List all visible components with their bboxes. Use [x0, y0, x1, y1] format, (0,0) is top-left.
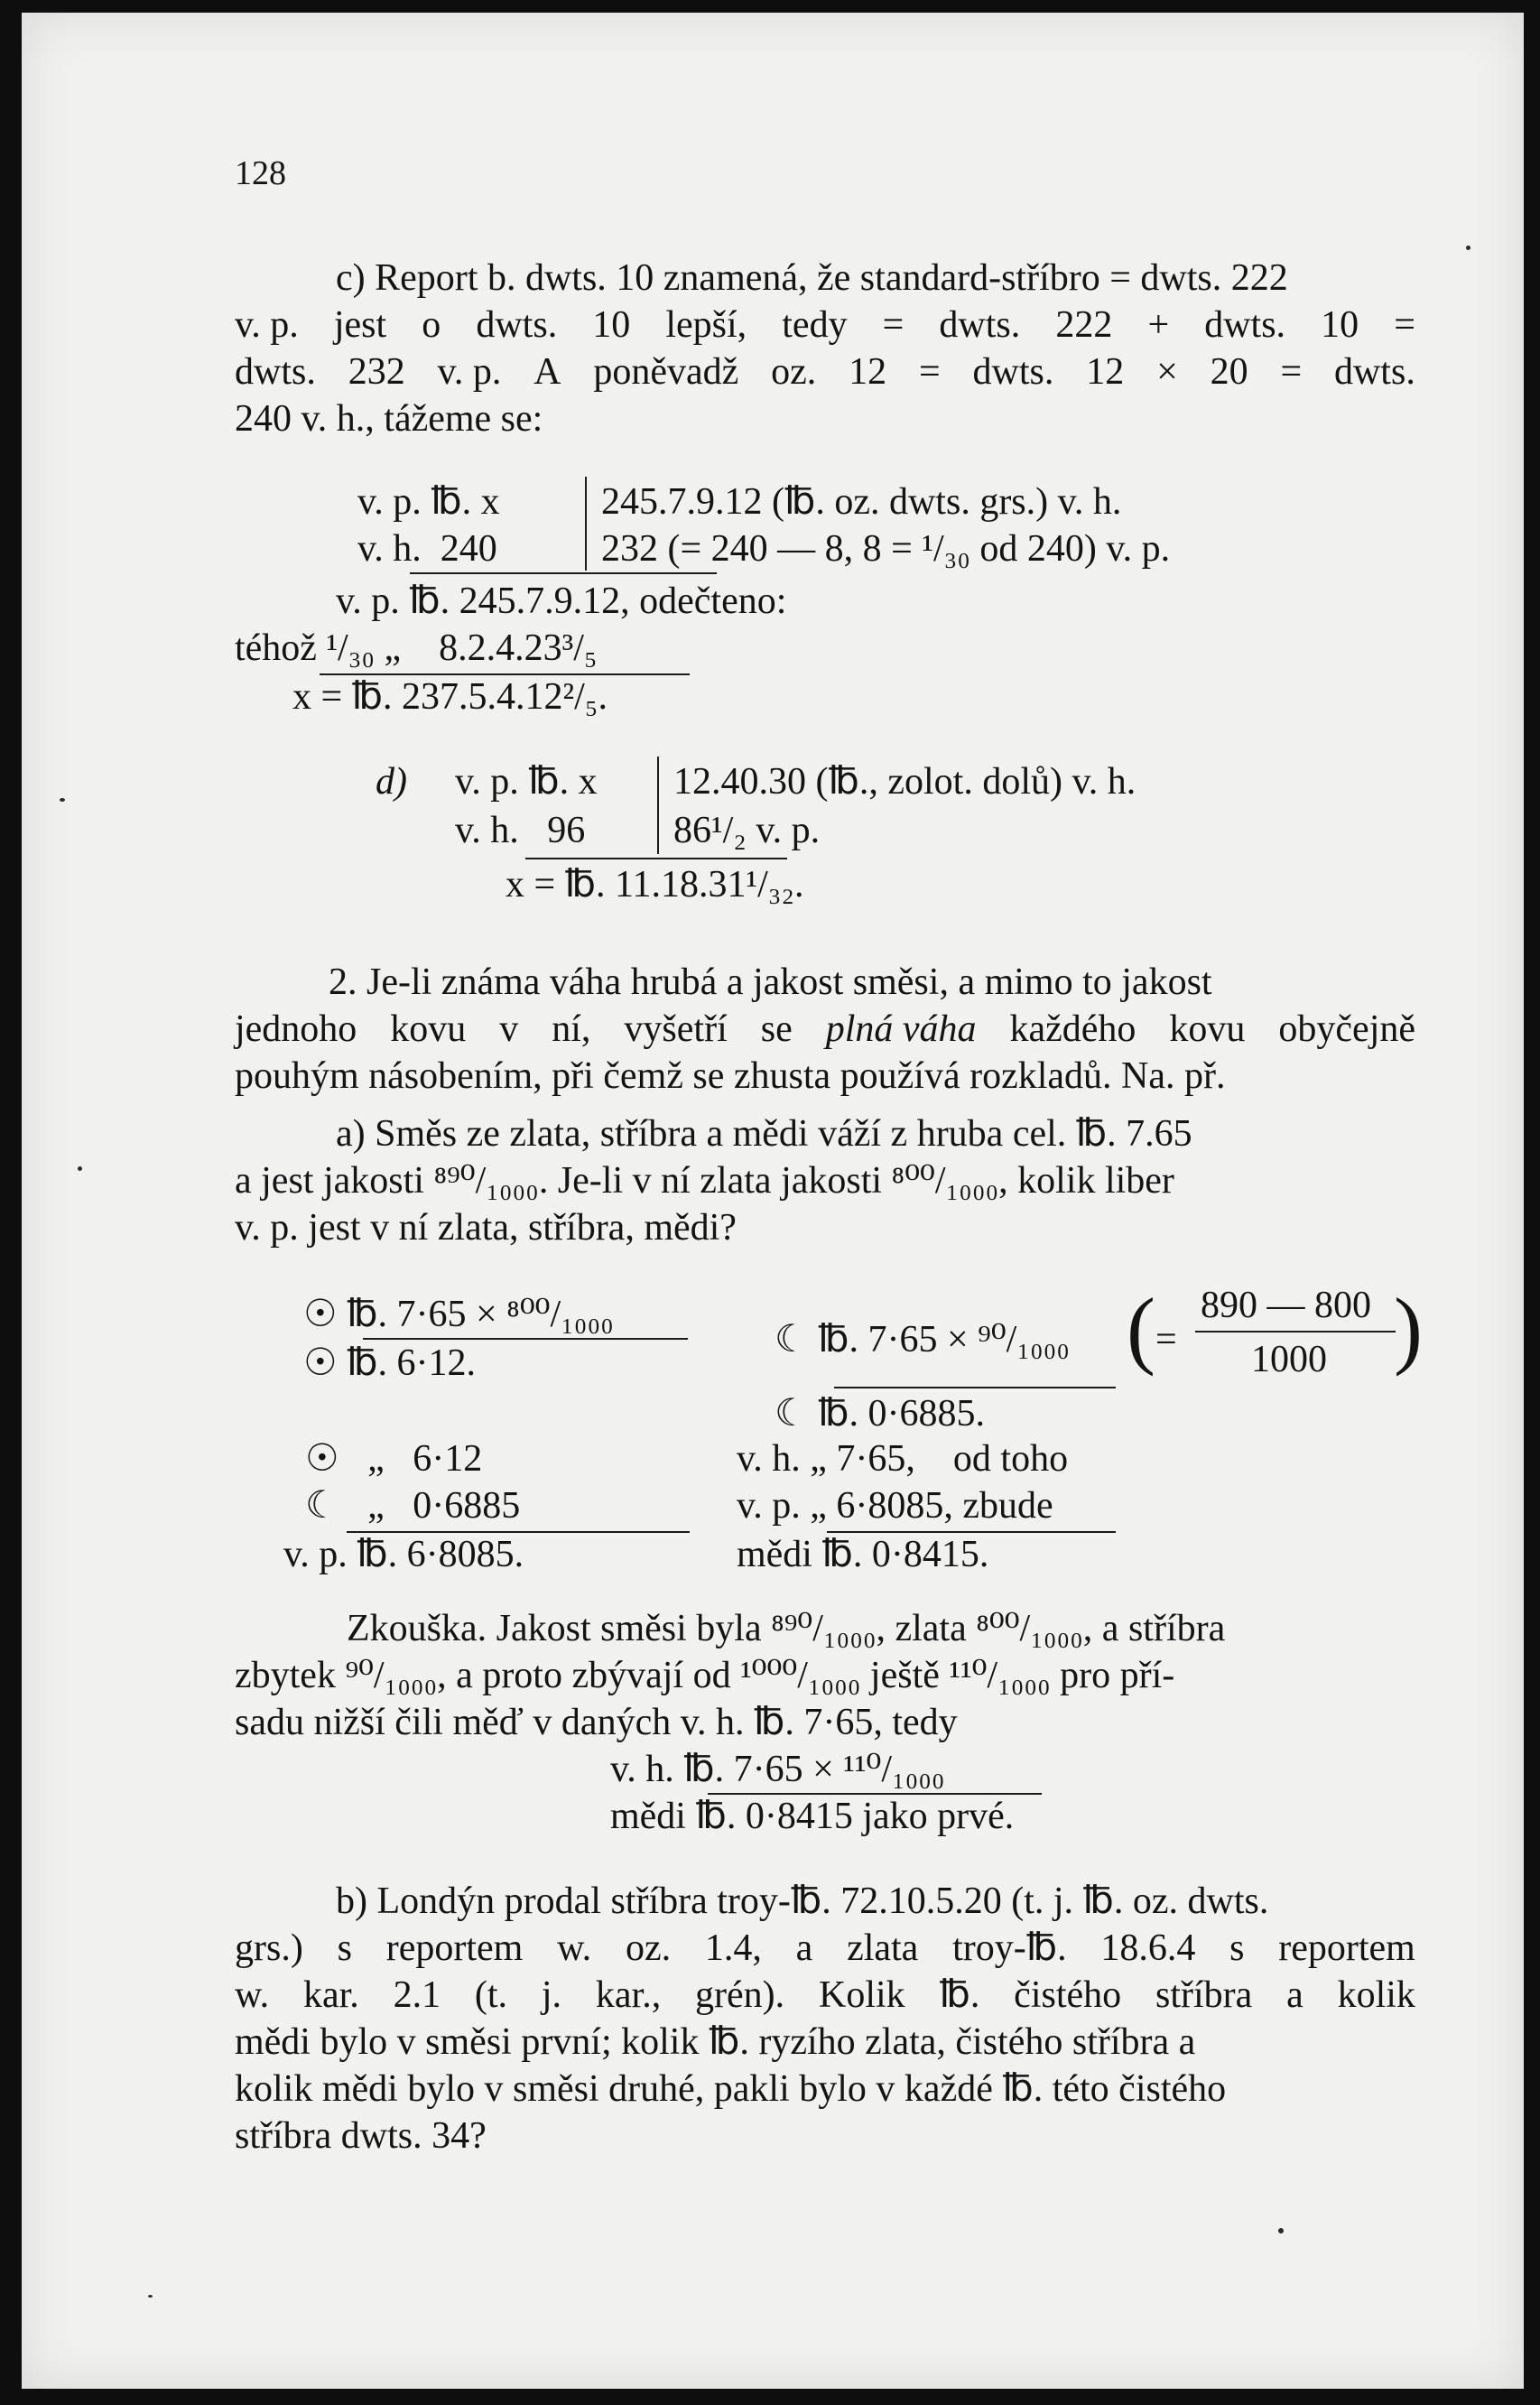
section2-line-3: pouhým násobením, při čemž se zhusta používá rozkladů. Na. př.	[235, 1055, 1226, 1097]
word: grén).	[695, 1974, 785, 2016]
gold-rule	[363, 1338, 688, 1340]
word: j.	[541, 1974, 562, 2016]
word: jednoho	[235, 1008, 357, 1050]
word: kolik	[1337, 1974, 1415, 2016]
section-b-line-3	[235, 1973, 1415, 2017]
section2-line-6: v. p. jest v ní zlata, stříbra, mědi?	[235, 1207, 737, 1249]
word: Kolik	[818, 1974, 905, 2016]
word: a	[795, 1927, 813, 1969]
scan-speck	[148, 2295, 153, 2298]
section-b-line-2	[235, 1927, 1415, 1970]
scan-speck	[60, 798, 65, 802]
report-c-line-1	[336, 256, 1415, 300]
word: kar.,	[595, 1974, 662, 2016]
calc-c-left-2: v. h. 240	[357, 528, 497, 570]
silver-calc-2: ☾ ℔. 0·6885.	[775, 1393, 985, 1435]
word: reportem	[1278, 1927, 1415, 1969]
section2-line-4: a) Směs ze zlata, stříbra a mědi váží z hruba cel. ℔. 7.65	[336, 1113, 1192, 1155]
word: dwts.	[235, 351, 316, 393]
word: 12	[849, 351, 887, 393]
word: troy-℔.	[952, 1927, 1067, 1969]
word: kovu	[390, 1008, 467, 1050]
zkouska-line-3: sadu nižší čili měď v daných v. h. ℔. 7·65, tedy	[235, 1702, 958, 1743]
gold-calc-1: ☉ ℔. 7·65 × ⁸⁰⁰/₁₀₀₀	[303, 1294, 614, 1335]
word: vyšetří	[624, 1008, 728, 1050]
word: s	[1229, 1927, 1245, 1969]
word: 20	[1210, 351, 1248, 393]
word: 222	[1055, 304, 1113, 346]
calc-c-right-1: 245.7.9.12 (℔. oz. dwts. grs.) v. h.	[601, 481, 1122, 523]
word: a	[1286, 1974, 1303, 2016]
book-page	[22, 13, 1524, 2389]
fraction-numerator: 890 — 800	[1201, 1285, 1371, 1326]
word: poněvadž	[593, 351, 739, 393]
sum-2: ☾ „ 0·6885	[305, 1485, 521, 1527]
word: 232	[348, 351, 405, 393]
zkouska-line-1: Zkouška. Jakost směsi byla ⁸⁹⁰/₁₀₀₀, zlata ⁸⁰⁰/₁₀₀₀, a stříbra	[347, 1608, 1226, 1649]
calc-d-result: x = ℔. 11.18.31¹/₃₂.	[506, 864, 804, 905]
calc-d-right-1: 12.40.30 (℔., zolot. dolů) v. h.	[673, 761, 1136, 803]
word: (t.	[474, 1974, 508, 2016]
word: dwts.	[972, 351, 1054, 393]
word: 10	[592, 304, 631, 346]
word: ní,	[552, 1008, 591, 1050]
calc-d-left-2: v. h. 96	[455, 810, 586, 851]
section-b-line-4: mědi bylo v směsi první; kolik ℔. ryzího zlata, čistého stříbra a	[235, 2021, 1196, 2063]
word: tedy	[782, 304, 848, 346]
word: 1.4,	[704, 1927, 762, 1969]
word: s	[337, 1927, 352, 1969]
word: A	[533, 351, 561, 393]
word: =	[882, 304, 905, 346]
word: w.	[557, 1927, 592, 1969]
rest-1: v. h. „ 7·65, od toho	[737, 1438, 1069, 1480]
word: 2.1	[393, 1974, 441, 2016]
word: reportem	[385, 1927, 524, 1969]
word: v. p.	[235, 304, 299, 346]
word: v. p.	[437, 351, 502, 393]
word: zlata	[847, 1927, 919, 1969]
word: ×	[1156, 351, 1178, 393]
scan-speck	[1278, 2228, 1284, 2233]
word: 10	[1321, 304, 1359, 346]
word: v	[499, 1008, 519, 1050]
scan-speck	[1466, 246, 1470, 250]
word: dwts.	[1333, 351, 1415, 393]
fraction-bar	[1195, 1331, 1396, 1332]
word: grs.)	[235, 1927, 303, 1969]
word: oz.	[625, 1927, 672, 1969]
word: se	[760, 1008, 793, 1050]
word: dwts.	[476, 304, 558, 346]
calc-c-left-1: v. p. ℔. x	[357, 481, 500, 523]
word: =	[918, 351, 941, 393]
zkouska-calc-1: v. h. ℔. 7·65 × ¹¹⁰/₁₀₀₀	[610, 1749, 945, 1790]
section2-line-2	[235, 1008, 1415, 1051]
sum-3: v. p. ℔. 6·8085.	[283, 1534, 524, 1575]
section2-line-1: 2. Je-li známa váha hrubá a jakost směsi, a mimo to jakost	[329, 961, 1212, 1003]
emphasis-plna-vaha: plná váha	[825, 1008, 977, 1050]
zkouska-calc-2: mědi ℔. 0·8415 jako prvé.	[610, 1796, 1015, 1837]
silver-calc-1: ☾ ℔. 7·65 × ⁹⁰/₁₀₀₀	[775, 1319, 1070, 1360]
scan-speck	[78, 1166, 82, 1171]
word: každého	[1009, 1008, 1136, 1050]
text: c) Report b. dwts. 10 znamená, že standard-stříbro = dwts. 222	[336, 257, 1288, 299]
silver-rule	[834, 1387, 1116, 1388]
calc-c-right-2: 232 (= 240 — 8, 8 = ¹/₃₀ od 240) v. p.	[601, 528, 1171, 570]
word: dwts.	[939, 304, 1021, 346]
section-b-line-1: b) Londýn prodal stříbra troy-℔. 72.10.5.20 (t. j. ℔. oz. dwts.	[336, 1880, 1269, 1922]
sum-1: ☉ „ 6·12	[305, 1438, 483, 1480]
fraction-denominator: 1000	[1251, 1339, 1327, 1380]
section2-line-5: a jest jakosti ⁸⁹⁰/₁₀₀₀. Je-li v ní zlata jakosti ⁸⁰⁰/₁₀₀₀, kolik liber	[235, 1160, 1174, 1202]
calc-d-divider	[657, 757, 659, 854]
word: oz.	[771, 351, 817, 393]
rest-3: mědi ℔. 0·8415.	[737, 1534, 989, 1575]
report-c-line-2	[235, 303, 1415, 347]
calc-c-result-2: téhož ¹/₃₀ „ 8.2.4.23³/₅	[235, 627, 598, 669]
calc-c-divider	[585, 477, 587, 571]
word: čistého	[1014, 1974, 1122, 2016]
zkouska-line-2: zbytek ⁹⁰/₁₀₀₀, a proto zbývají od ¹⁰⁰⁰/₁₀₀₀ ještě ¹¹⁰/₁₀₀₀ pro pří-	[235, 1655, 1175, 1696]
word: o	[422, 304, 441, 346]
gold-calc-2: ☉ ℔. 6·12.	[303, 1342, 476, 1384]
word: =	[1280, 351, 1303, 393]
rest-2: v. p. „ 6·8085, zbude	[737, 1485, 1053, 1527]
word: 18.6.4	[1100, 1927, 1196, 1969]
word: stříbra	[1155, 1974, 1253, 2016]
word: dwts.	[1204, 304, 1286, 346]
page-number: 128	[235, 154, 286, 192]
calc-d-label: d)	[376, 761, 407, 803]
calc-c-result-1: v. p. ℔. 245.7.9.12, odečteno:	[336, 580, 787, 622]
open-paren: (	[1127, 1280, 1155, 1377]
word: 12	[1086, 351, 1125, 393]
calc-d-right-2: 86¹/₂ v. p.	[673, 810, 821, 851]
report-c-line-4: 240 v. h., tážeme se:	[235, 398, 543, 440]
word: w.	[235, 1974, 270, 2016]
calc-c-result-3: x = ℔. 237.5.4.12²/₅.	[292, 676, 608, 718]
calc-c-rule	[410, 572, 717, 574]
section-b-line-6: stříbra dwts. 34?	[235, 2115, 487, 2157]
word: ℔.	[939, 1974, 980, 2016]
calc-d-rule	[525, 858, 787, 859]
word: jest	[333, 304, 387, 346]
word: +	[1147, 304, 1170, 346]
equals-sign: =	[1155, 1319, 1177, 1360]
section-b-line-5: kolik mědi bylo v směsi druhé, pakli bylo v každé ℔. této čistého	[235, 2068, 1227, 2110]
word: =	[1394, 304, 1415, 346]
word: obyčejně	[1278, 1008, 1415, 1050]
calc-d-left-1: v. p. ℔. x	[455, 761, 598, 803]
word: kovu	[1169, 1008, 1246, 1050]
report-c-line-3	[235, 350, 1415, 394]
word: lepší,	[665, 304, 747, 346]
close-paren: )	[1394, 1280, 1423, 1377]
word: kar.	[302, 1974, 359, 2016]
